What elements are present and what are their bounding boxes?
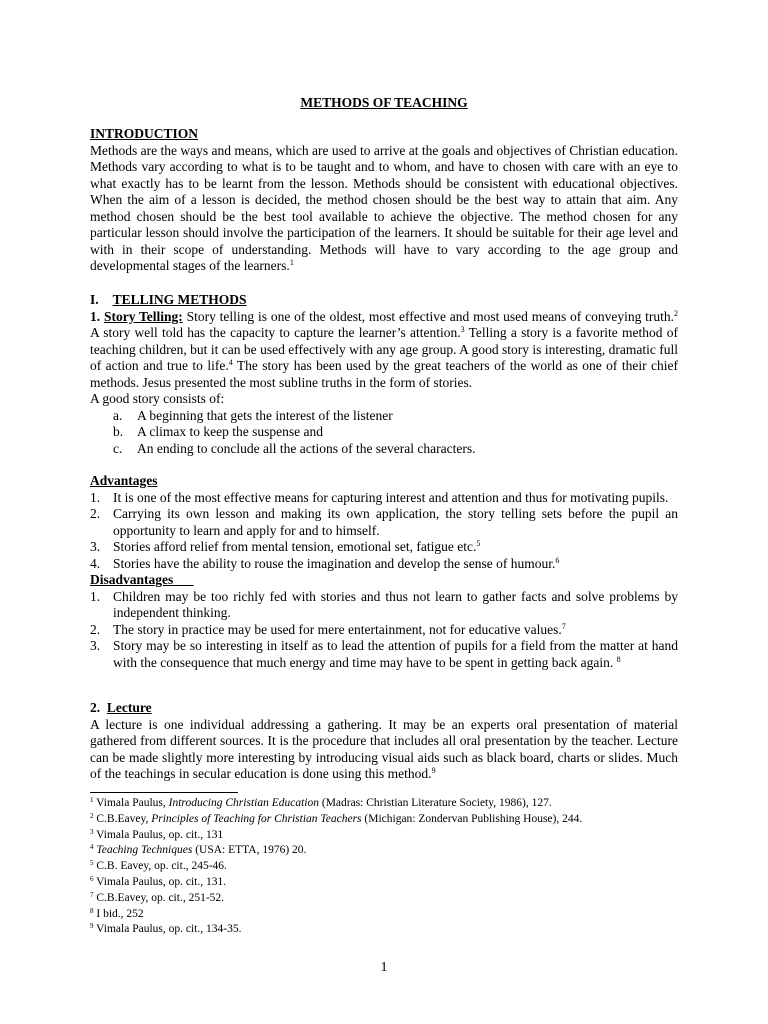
footnote: $^8$ I bid., 252 (90, 906, 144, 920)
lecture-paragraph: A lecture is one individual addressing a gathering. It may be an experts oral presentation of material gathered from different sources. It is the procedure that includes all oral presentation by the teacher. Lecture can be made slightly more interesting by introducing visual aids such as black board, charts or slides. Much of the teachings in secular education is done using this method.$^9$ (90, 716, 678, 781)
footnotes (90, 796, 690, 938)
list-item: b. A climax to keep the suspense and (113, 424, 323, 439)
footnote: $^5$ C.B. Eavey, op. cit., 245-46. (90, 859, 227, 873)
advantages-list (90, 490, 678, 573)
footnote-separator (90, 792, 238, 793)
footnote: $^1$ Vimala Paulus, Introducing Christian Education (Madras: Christian Literature Society, 1986), 127. (90, 796, 552, 809)
list-item: 4. Stories have the ability to rouse the imagination and develop the sense of humour.$^6$ (90, 555, 560, 571)
story-consists-label: A good story consists of: (90, 391, 225, 406)
story-telling-paragraph: 1. Story Telling: Story telling is one of the oldest, most effective and most used means of conveying truth.$^2$ A story well told has the capacity to capture the learner’s attention.$^3$ Telling a story is a favorite method of teaching children, but it can be used effectively with any age group. A good story is interesting, dramatic full of action and true to life.$^4$ The story has been used by the great teachers of the world as one of their chief methods. Jesus presented the most subline truths in the form of stories. (90, 308, 679, 390)
footnote: $^3$ Vimala Paulus, op. cit., 131 (90, 827, 224, 841)
list-item: a. A beginning that gets the interest of the listener (113, 407, 393, 423)
footnote: $^4$ Teaching Techniques (USA: ETTA, 1976) 20. (90, 843, 307, 857)
list-item: 2. The story in practice may be used for mere entertainment, not for educative values.$^7$ (90, 621, 566, 637)
story-telling-heading: Story Telling: (103, 308, 183, 324)
list-item: 1. It is one of the most effective means for capturing interest and attention and thus for motivating pupils. (90, 489, 669, 505)
lecture-section (90, 700, 678, 783)
list-item: 3. Story may be so interesting in itself as to lead the attention of pupils for a field from the matter at hand with the consequence that much energy and time may have to be spent in getting back again. $^8$ (90, 638, 678, 670)
introduction-heading: INTRODUCTION (90, 126, 199, 141)
disadvantages-list (90, 589, 678, 672)
lecture-heading: 2. Lecture (90, 700, 152, 715)
footnote-ref: 1 (289, 258, 294, 267)
disadvantages-heading: Disadvantages (90, 572, 174, 587)
advantages-heading: Advantages (90, 473, 158, 488)
footnote: $^7$ C.B.Eavey, op. cit., 251-52. (90, 890, 225, 904)
list-item: 3. Stories afford relief from mental tension, emotional set, fatigue etc.$^5$ (90, 539, 481, 554)
list-item: c. An ending to conclude all the actions of the several characters. (113, 440, 476, 456)
page-number: 1 (380, 960, 388, 975)
introduction-section (90, 126, 678, 275)
list-item: 2. Carrying its own lesson and making its own application, the story telling sets before the pupil an opportunity to learn and apply for and to himself. (90, 506, 678, 538)
footnote: $^6$ Vimala Paulus, op. cit., 131. (90, 874, 227, 888)
story-parts-list (90, 408, 678, 458)
story-telling-number: 1. (90, 308, 101, 324)
telling-methods-section (90, 292, 678, 457)
list-item: 1. Children may be too richly fed with stories and thus not learn to gather facts and solve problems by independent thinking. (90, 588, 678, 620)
section-heading: I. TELLING METHODS (90, 292, 247, 307)
page-title: METHODS OF TEACHING (300, 95, 468, 110)
introduction-paragraph: Methods are the ways and means, which are used to arrive at the goals and objectives of Christian education. Methods vary according to what is to be taught and to whom, and have to chosen with care with an eye to what exactly has to be learnt from the lesson. Methods should be consistent with educational objectives. When the aim of a lesson is decided, the method chosen should be the best way to attain that aim. Any method chosen should be the best tool available to achieve the objective. The method chosen for any particular lesson should involve the participation of the learners. It should be suitable for their age level and with in their scope of understanding. Methods will have to vary according to the age group and developmental stages of the learners.$^1$ (90, 142, 678, 273)
advantages-section (90, 473, 678, 671)
footnote: $^2$ C.B.Eavey, Principles of Teaching for Christian Teachers (Michigan: Zondervan Publishing House), 244. (90, 811, 583, 825)
footnote: $^9$ Vimala Paulus, op. cit., 134-35. (90, 922, 242, 936)
